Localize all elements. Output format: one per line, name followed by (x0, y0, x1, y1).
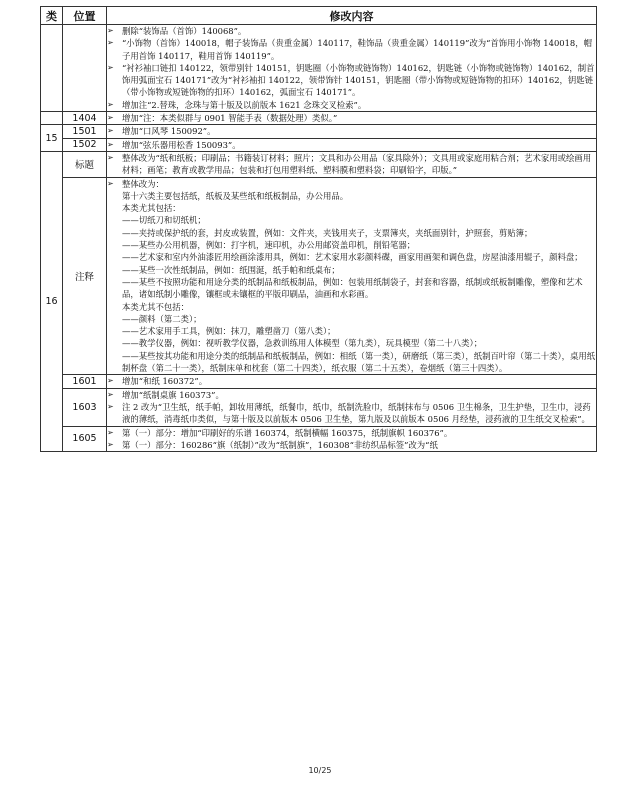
header-position: 位置 (63, 7, 107, 25)
position-cell: 标题 (63, 151, 107, 177)
position-cell: 1603 (63, 388, 107, 426)
class-cell (41, 25, 63, 112)
content-cell (107, 25, 597, 112)
bullet-item: ➢ 整体改为： (107, 178, 164, 189)
content-cell (107, 375, 597, 388)
arrow-bullet-icon: ➢ (107, 152, 114, 162)
arrow-bullet-icon: ➢ (107, 178, 114, 188)
table-row (41, 426, 597, 452)
arrow-bullet-icon: ➢ (107, 38, 114, 48)
position-cell: 1601 (63, 375, 107, 388)
bullet-item: ➢ 增加注“2.替珠，念珠与第十版及以前版本 1621 念珠交叉检索”。 (107, 99, 367, 110)
arrow-bullet-icon: ➢ (107, 427, 114, 437)
content-cell (107, 426, 597, 452)
bullet-item: ➢ 增加“纸制桌旗 160373”。 (107, 389, 224, 400)
note-line: 第十六类主要包括纸，纸板及某些纸和纸板制品，办公用品。 (122, 190, 349, 201)
note-line: ——某些办公用机器，例如：打字机，速印机，办公用邮资盖印机，削铅笔器； (122, 240, 416, 251)
class-cell: 16 (41, 151, 63, 451)
note-line: 本类尤其包括： (122, 203, 181, 214)
table-row (41, 388, 597, 426)
content-cell (107, 125, 597, 138)
arrow-bullet-icon: ➢ (107, 139, 114, 149)
content-cell (107, 112, 597, 125)
header-content: 修改内容 (107, 7, 597, 25)
table-row (41, 151, 597, 177)
bullet-item: ➢ 增加“注：本类似群与 0901 智能手表（数据处理）类似。” (107, 113, 338, 124)
table-row (41, 125, 597, 138)
table-row (41, 177, 597, 375)
arrow-bullet-icon: ➢ (107, 113, 114, 123)
bullet-item: ➢ 增加“和纸 160372”。 (107, 376, 208, 387)
page-number: 10/25 (308, 766, 332, 775)
bullet-item: ➢ 增加“口风琴 150092”。 (107, 126, 216, 137)
bullet-item: ➢ “小饰物（首饰）140018，帽子装饰品（贵重金属）140117，鞋饰品（贵重金属）140119”改为“首饰用小饰物 140018，帽子用首饰 140117，鞋用首饰 140119”。 (107, 38, 593, 61)
arrow-bullet-icon: ➢ (107, 62, 114, 72)
bullet-item: ➢ 删除“装饰品（首饰）140068”。 (107, 26, 247, 36)
note-line: ——艺术家用手工具，例如：抹刀，雕塑凿刀（第八类）； (122, 326, 336, 337)
position-cell: 1502 (63, 138, 107, 151)
arrow-bullet-icon: ➢ (107, 26, 114, 35)
content-cell (107, 151, 597, 177)
note-line: ——某些不按照功能和用途分类的纸制品和纸板制品，例如：包装用纸制袋子，封套和容器，纸制或纸板制雕像，塑像和艺术品，诸如纸制小雕像，镶框或未镶框的平版印刷品，油画和水彩画。 (122, 276, 583, 300)
bullet-item: ➢ 注 2 改为“卫生纸，纸手帕，卸妆用薄纸，纸餐巾，纸巾，纸制洗脸巾，纸制抹布与 0506 卫生棉条，卫生护垫，卫生巾，浸药液的薄纸，消毒纸巾类似，与第十版及以前版本 0506 卫生垫，第九版及以前版本 0506 月经垫，浸药液的卫生纸交叉检索”。 (107, 401, 591, 425)
amendment-table (40, 6, 597, 452)
content-cell (107, 177, 597, 375)
note-line: ——颜料（第二类）； (122, 313, 202, 324)
position-cell: 1605 (63, 426, 107, 452)
note-line: ——某些一次性纸制品，例如：纸围涎，纸手帕和纸桌布； (122, 264, 340, 275)
note-line: ——教学仪器，例如：视听教学仪器，急救训练用人体模型（第九类），玩具模型（第二十八类）； (122, 338, 483, 349)
bullet-item: ➢ 整体改为“纸和纸板；印刷品；书籍装订材料；照片；文具和办公用品（家具除外）；文具用或家庭用粘合剂；艺术家用或绘画用材料；画笔；教育或教学用品；包装和打包用塑料纸、塑料膜和塑料袋；印刷铅字，印版。” (107, 152, 592, 176)
note-body (107, 190, 596, 374)
position-cell: 注释 (63, 177, 107, 375)
arrow-bullet-icon: ➢ (107, 439, 114, 449)
bullet-item: ➢ 第（一）部分：增加“印刷好的乐谱 160374，纸制横幅 160375，纸制旗帜 160376”。 (107, 427, 453, 438)
position-cell: 1501 (63, 125, 107, 138)
header-class: 类 (41, 7, 63, 25)
arrow-bullet-icon: ➢ (107, 401, 114, 411)
note-line: 本类尤其不包括： (122, 301, 189, 312)
bullet-item: ➢ “衬衫袖口链扣 140122，领带别针 140151，钥匙圈（小饰物或链饰物）140162，钥匙链（小饰物或链饰物）140162，制首饰用弧面宝石 140171”改为“衬衫袖扣 140122，领带饰针 140151，钥匙圈（带小饰物或短链饰物的扣环）140162，钥匙链（带小饰物或短链饰物的扣环）140162，弧面宝石 140171”。 (107, 62, 595, 98)
arrow-bullet-icon: ➢ (107, 389, 114, 399)
table-row (41, 375, 597, 388)
arrow-bullet-icon: ➢ (107, 126, 114, 136)
table-row (41, 112, 597, 125)
bullet-item: ➢ 第（一）部分：160286“旗（纸制）”改为“纸制旗”，160308“非纺织品标签”改为“纸 (107, 439, 438, 450)
note-line: ——艺术家和室内外油漆匠用绘画涂漆用具，例如：艺术家用水彩颜料碟，画家用画架和调色盘，房屋油漆用辊子，颜料盘； (122, 252, 583, 263)
arrow-bullet-icon: ➢ (107, 376, 114, 386)
note-line: ——切纸刀和切纸机； (122, 215, 206, 226)
content-cell (107, 388, 597, 426)
position-cell (63, 25, 107, 112)
note-line: ——某些按其功能和用途分类的纸制品和纸板制品，例如：相纸（第一类），研磨纸（第三类），纸制百叶帘（第二十类），桌用纸制杯盘（第二十一类），纸制床单和枕套（第二十四类），纸衣服（第二十五类），卷烟纸（第三十四类）。 (122, 350, 596, 374)
table-row (41, 25, 597, 112)
bullet-item: ➢ 增加“弦乐器用松香 150093”。 (107, 139, 241, 150)
table-header-row (41, 7, 597, 25)
arrow-bullet-icon: ➢ (107, 99, 114, 109)
class-cell: 15 (41, 125, 63, 152)
class-cell (41, 112, 63, 125)
content-cell (107, 138, 597, 151)
table-row (41, 138, 597, 151)
note-line: ——夹持或保护纸的套，封皮或装置，例如：文件夹，夹钱用夹子，支票簿夹，夹纸面别针，护照套，剪贴簿； (122, 227, 533, 238)
position-cell: 1404 (63, 112, 107, 125)
